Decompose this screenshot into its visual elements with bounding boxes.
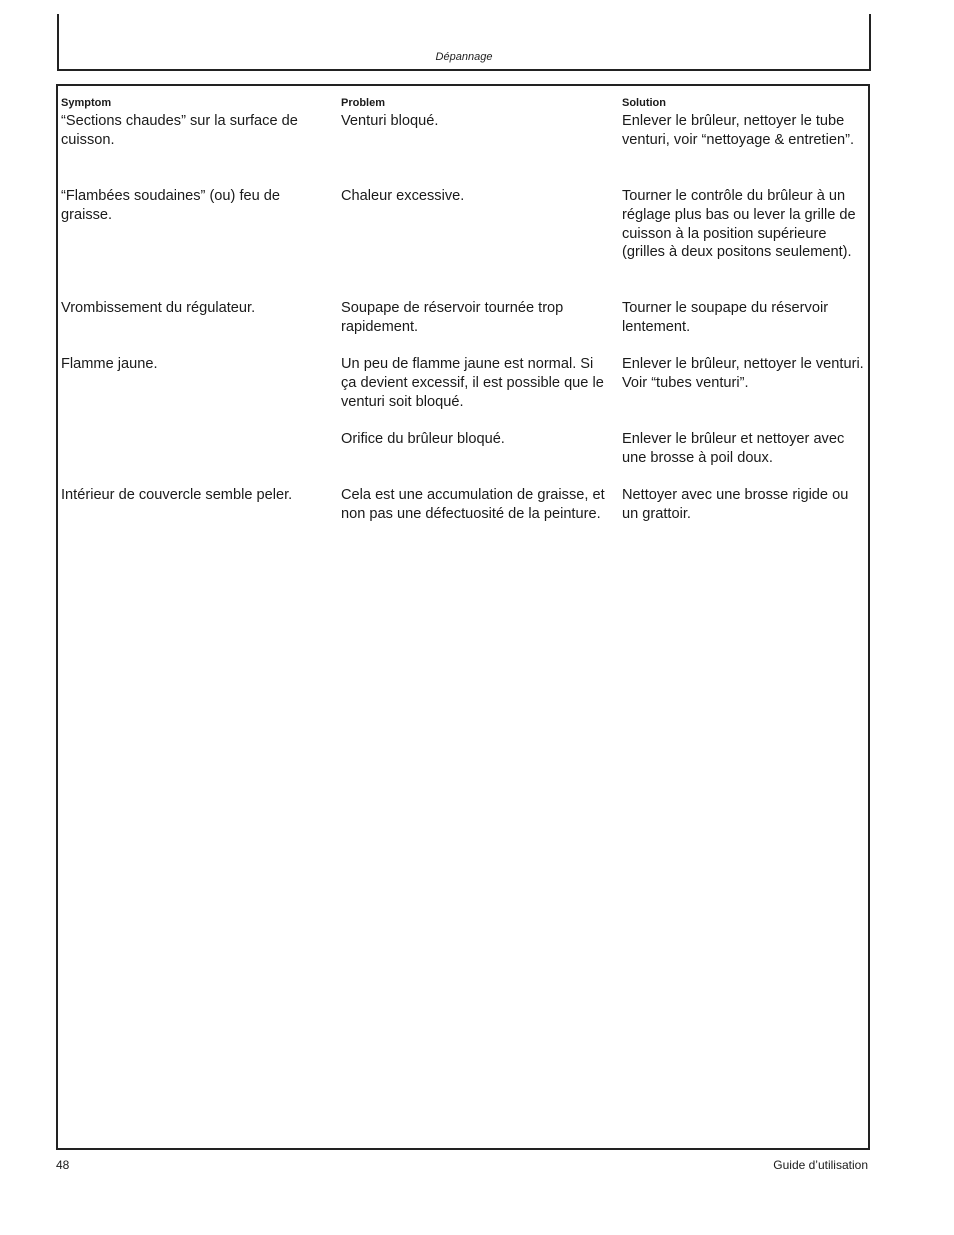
- row-4-solution: Enlever le brûleur, nettoyer le venturi. Voir “tubes venturi”.: [622, 356, 864, 391]
- row-4-problem: Un peu de flamme jaune est normal. Si ça devient excessif, il est possible que le venturi soit bloqué.: [341, 356, 604, 410]
- row-2-problem: Chaleur excessive.: [341, 188, 465, 204]
- row-1-solution: Enlever le brûleur, nettoyer le tube venturi, voir “nettoyage & entretien”.: [622, 113, 854, 148]
- row-2-solution: Tourner le contrôle du brûleur à un réglage plus bas ou lever la grille de cuisson à la position supérieure (grilles à deux positons seulement).: [622, 188, 856, 261]
- page-number: 48: [56, 1158, 70, 1172]
- row-6-problem: Cela est une accumulation de graisse, et non pas une défectuosité de la peinture.: [341, 487, 605, 522]
- row-2-symptom: “Flambées soudaines” (ou) feu de graisse.: [61, 188, 281, 223]
- row-6-symptom: Intérieur de couvercle semble peler.: [61, 487, 293, 503]
- row-5-problem: Orifice du brûleur bloqué.: [341, 431, 505, 447]
- row-3-symptom: Vrombissement du régulateur.: [61, 300, 256, 316]
- document-title: Guide d’utilisation: [773, 1158, 868, 1172]
- row-1-symptom: “Sections chaudes” sur la surface de cuisson.: [61, 113, 298, 148]
- column-header-problem: Problem: [341, 97, 386, 109]
- section-title: Dépannage: [435, 51, 493, 63]
- column-header-symptom: Symptom: [61, 97, 112, 109]
- row-3-problem: Soupape de réservoir tournée trop rapidement.: [341, 300, 564, 335]
- row-3-solution: Tourner le soupape du réservoir lentement.: [622, 300, 829, 335]
- page-header: [57, 14, 871, 71]
- row-1-problem: Venturi bloqué.: [341, 113, 439, 129]
- row-4-symptom: Flamme jaune.: [61, 356, 158, 372]
- column-header-solution: Solution: [622, 97, 666, 109]
- row-5-solution: Enlever le brûleur et nettoyer avec une brosse à poil doux.: [622, 431, 845, 466]
- troubleshooting-table: [56, 84, 870, 1150]
- row-6-solution: Nettoyer avec une brosse rigide ou un grattoir.: [622, 487, 849, 522]
